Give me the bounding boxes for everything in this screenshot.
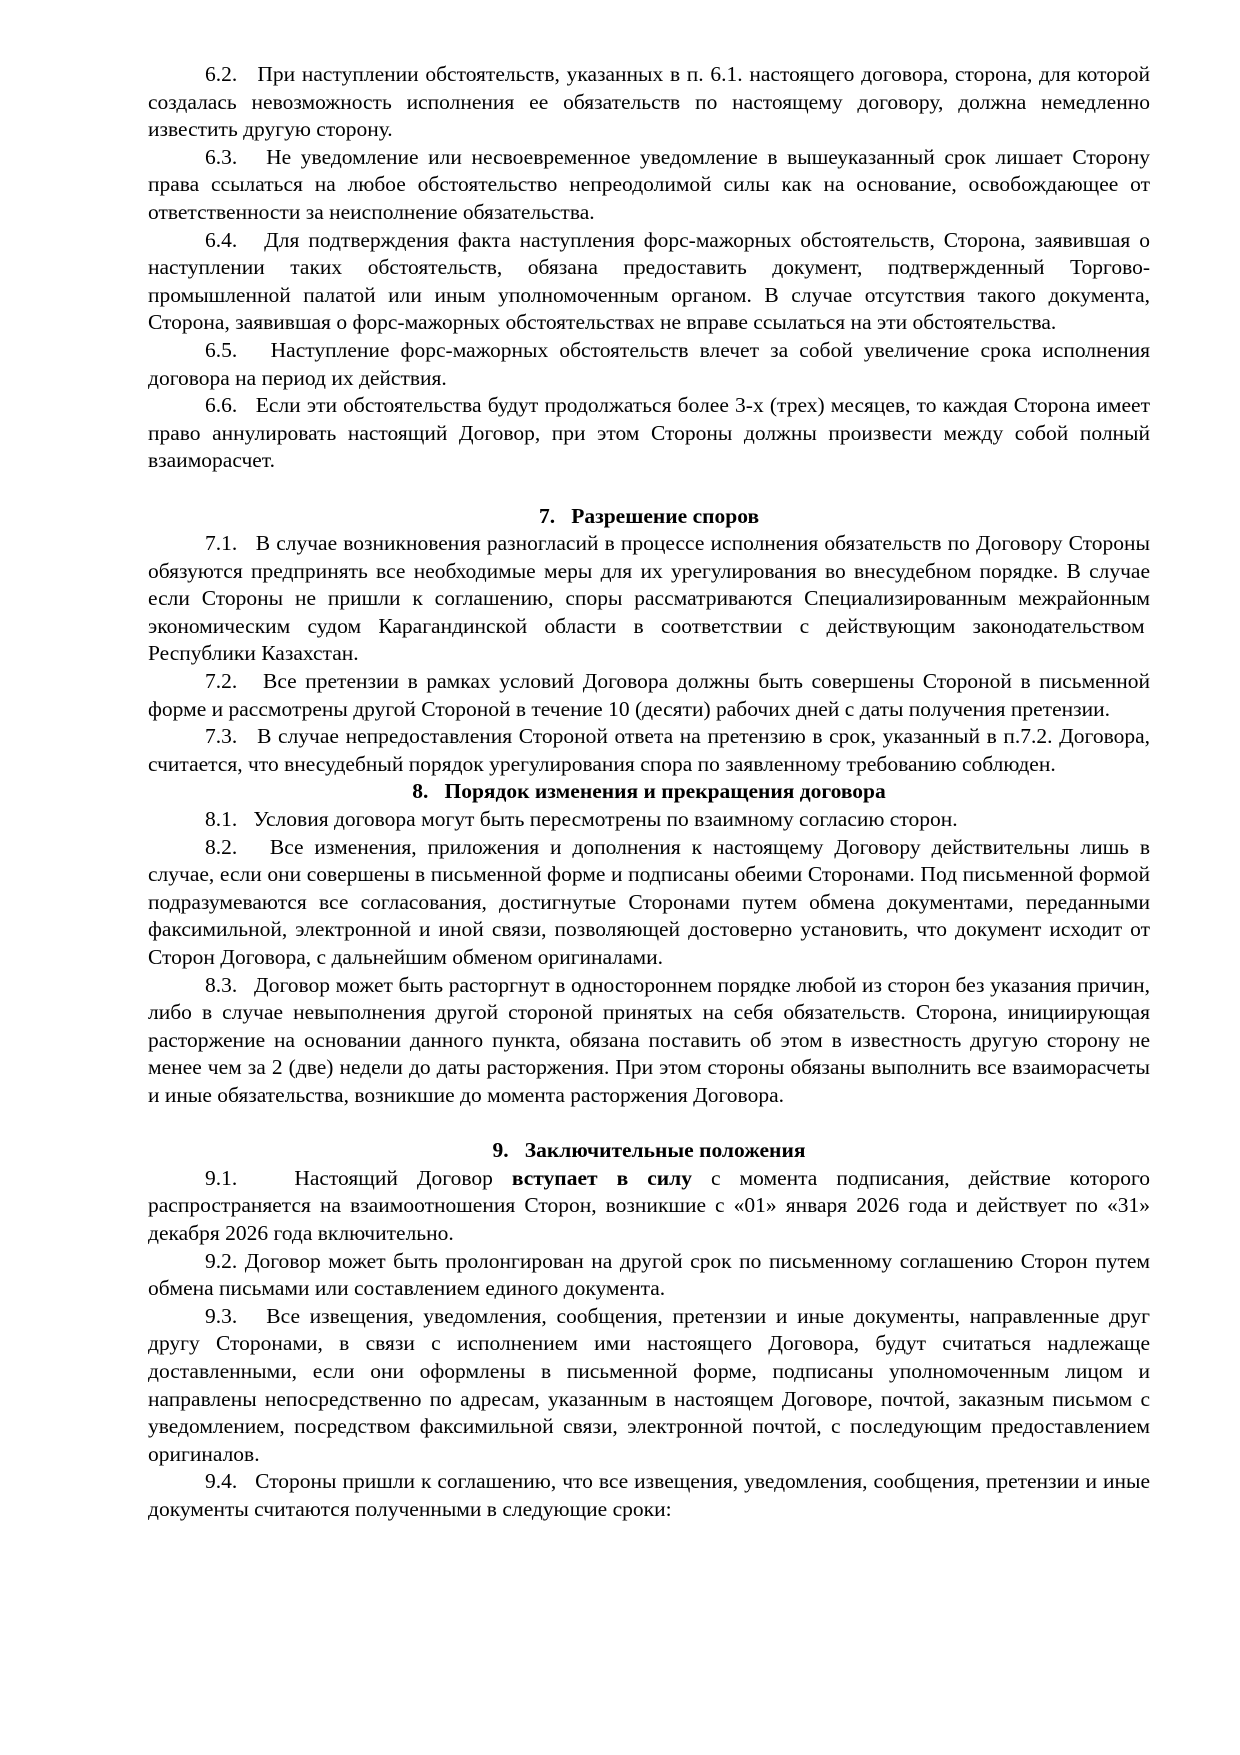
clause-8-1: 8.1. Условия договора могут быть пересмотрены по взаимному согласию сторон.	[205, 807, 958, 832]
section-heading-9-final-provisions: 9. Заключительные положения	[492, 1138, 806, 1163]
clause-7-2: 7.2. Все претензии в рамках условий Договора должны быть совершены Стороной в письменной форме и рассмотрены другой Стороной в течение 10 (десяти) рабочих дней с даты получения претензии.	[148, 669, 1150, 721]
clause-6-2: 6.2. При наступлении обстоятельств, указанных в п. 6.1. настоящего договора, сторона, для которой создалась невозможность исполнения ее обязательств по настоящему договору, должна немедленно известить другую сторону.	[148, 62, 1150, 142]
section-heading-7-dispute-resolution: 7. Разрешение споров	[538, 503, 760, 528]
clause-6-5: 6.5. Наступление форс-мажорных обстоятельств влечет за собой увеличение срока исполнения договора на период их действия.	[148, 337, 1150, 390]
clause-6-6: 6.6. Если эти обстоятельства будут продолжаться более 3-х (трех) месяцев, то каждая Сторона имеет право аннулировать настоящий Договор, при этом Стороны должны произвести между собой полный взаиморасчет.	[148, 393, 1150, 473]
section-heading-8-amendment-termination: 8. Порядок изменения и прекращения договора	[412, 779, 886, 804]
clause-9-3: 9.3. Все извещения, уведомления, сообщения, претензии и иные документы, направленные друг другу Сторонами, в связи с исполнением ими настоящего Договора, будут считаться надлежаще доставленными, если они оформлены в письменной форме, подписаны уполномоченным лицом и направлены непосредственно по адресам, указанным в настоящем Договоре, почтой, заказным письмом с уведомлением, посредством факсимильной связи, электронной почтой, с последующим предоставлением оригиналов.	[148, 1303, 1150, 1466]
clause-9-1-bold-phrase: вступает в силу	[511, 1165, 692, 1190]
clause-9-1	[148, 1165, 1150, 1248]
clause-9-2: 9.2. Договор может быть пролонгирован на другой срок по письменному соглашению Сторон путем обмена письмами или составлением единого документа.	[148, 1248, 1150, 1301]
clause-7-3: 7.3. В случае непредоставления Стороной ответа на претензию в срок, указанный в п.7.2. Договора, считается, что внесудебный порядок урегулирования спора по заявленному требованию соблюден.	[148, 724, 1150, 776]
clause-9-1-text-end: с момента подписания, действие которого распространяется на взаимоотношения Сторон, возникшие с «01» января 2026 года и действует по «31» декабря 2026 года включительно.	[148, 1165, 1150, 1245]
clause-8-2: 8.2. Все изменения, приложения и дополнения к настоящему Договору действительны лишь в случае, если они совершены в письменной форме и подписаны обеими Сторонами. Под письменной формой подразумеваются все согласования, достигнутые Сторонами путем обмена документами, переданными факсимильной, электронной и иной связи, позволяющей достоверно установить, что документ исходит от Сторон Договора, с дальнейшим обменом оригиналами.	[148, 834, 1150, 969]
clause-9-4: 9.4. Стороны пришли к соглашению, что все извещения, уведомления, сообщения, претензии и иные документы считаются полученными в следующие сроки:	[148, 1469, 1150, 1521]
clause-6-4: 6.4. Для подтверждения факта наступления форс-мажорных обстоятельств, Сторона, заявившая о наступлении таких обстоятельств, обязана предоставить документ, подтвержденный Торгово-промышленной палатой или иным уполномоченным органом. В случае отсутствия такого документа, Сторона, заявившая о форс-мажорных обстоятельствах не вправе ссылаться на эти обстоятельства.	[148, 227, 1150, 335]
clause-9-1-text-start: 9.1. Настоящий Договор	[205, 1165, 512, 1190]
clause-6-3: 6.3. Не уведомление или несвоевременное уведомление в вышеуказанный срок лишает Сторону права ссылаться на любое обстоятельство непреодолимой силы как на основание, освобождающее от ответственности за неисполнение обязательства.	[148, 144, 1150, 224]
clause-7-1: 7.1. В случае возникновения разногласий в процессе исполнения обязательств по Договору Стороны обязуются предпринять все необходимые меры для их урегулирования во внесудебном порядке. В случае если Стороны не пришли к соглашению, споры рассматриваются Специализированным межрайонным экономическим судом Карагандинской области в соответствии с действующим законодательством Республики Казахстан.	[148, 531, 1150, 666]
clause-8-3: 8.3. Договор может быть расторгнут в одностороннем порядке любой из сторон без указания причин, либо в случае невыполнения другой стороной принятых на себя обязательств. Сторона, инициирующая расторжение на основании данного пункта, обязана поставить об этом в известность другую сторону не менее чем за 2 (две) недели до даты расторжения. При этом стороны обязаны выполнить все взаиморасчеты и иные обязательства, возникшие до момента расторжения Договора.	[148, 972, 1150, 1107]
